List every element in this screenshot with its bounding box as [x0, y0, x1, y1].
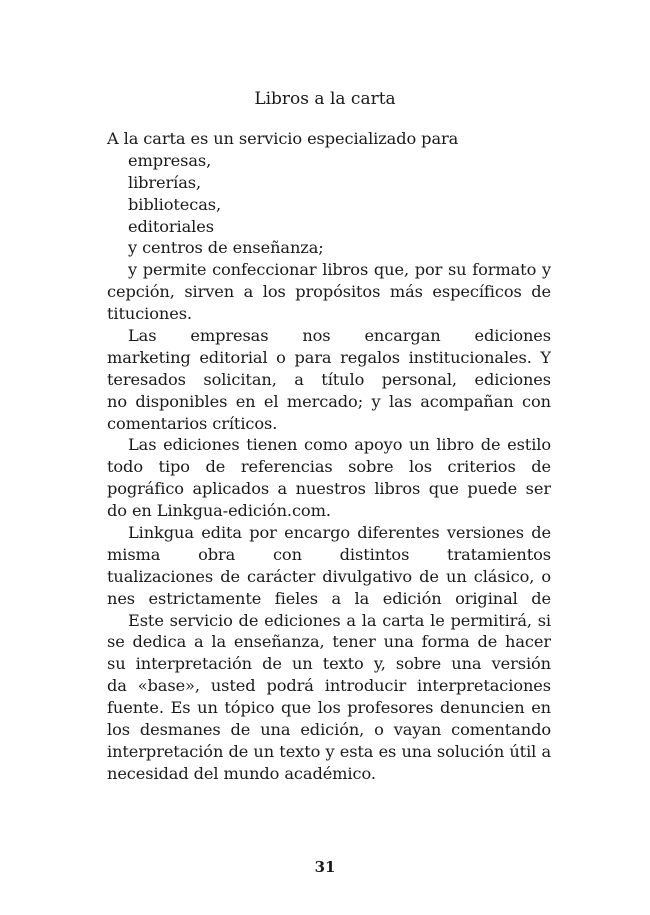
text-line: A la carta es un servicio especializado para — [107, 129, 459, 148]
text-line: no disponibles en el mercado; y las acompañan con — [107, 391, 551, 411]
text-line: su interpretación de un texto y, sobre una versión — [107, 654, 551, 674]
page-number: 31 — [314, 858, 336, 876]
text-line: y centros de enseñanza; — [128, 238, 324, 258]
text-line: Las ediciones tienen como apoyo un libro de estilo — [128, 435, 551, 455]
page-title: Libros a la carta — [254, 89, 396, 109]
text-line: cepción, sirven a los propósitos más específicos de — [107, 282, 551, 302]
text-line: Linkgua edita por encargo diferentes versiones de — [128, 523, 551, 543]
text-line: interpretación de un texto y esta es una solución útil a — [107, 741, 551, 761]
text-line: y permite confeccionar libros que, por su formato y — [128, 260, 551, 280]
text-line: nes estrictamente fieles a la edición original de — [107, 588, 551, 608]
text-line: editoriales — [128, 216, 214, 236]
text-line: se dedica a la enseñanza, tener una forma de hacer — [107, 632, 551, 652]
text-line: misma obra con distintos tratamientos — [107, 544, 551, 564]
text-line: comentarios críticos. — [107, 413, 278, 433]
text-line: necesidad del mundo académico. — [107, 763, 376, 783]
text-line: do en Linkgua-edición.com. — [107, 501, 331, 521]
text-line: Este servicio de ediciones a la carta le permitirá, si — [128, 610, 551, 630]
text-line: fuente. Es un tópico que los profesores denuncien en — [107, 698, 551, 718]
text-line: tualizaciones de carácter divulgativo de un clásico, o — [107, 566, 551, 586]
text-line: da «base», usted podrá introducir interpretaciones — [107, 676, 551, 696]
body-text — [107, 128, 551, 785]
text-line: teresados solicitan, a título personal, ediciones — [107, 369, 551, 389]
text-line: marketing editorial o para regalos institucionales. Y — [107, 347, 551, 367]
text-line: bibliotecas, — [128, 194, 222, 214]
text-line: los desmanes de una edición, o vayan comentando — [107, 720, 551, 740]
text-line: Las empresas nos encargan ediciones — [128, 326, 551, 346]
text-line: tituciones. — [107, 304, 192, 324]
text-line: pográfico aplicados a nuestros libros que puede ser — [107, 479, 551, 499]
text-line: todo tipo de referencias sobre los criterios de — [107, 457, 551, 477]
text-line: librerías, — [128, 172, 202, 192]
text-line: empresas, — [128, 150, 212, 170]
